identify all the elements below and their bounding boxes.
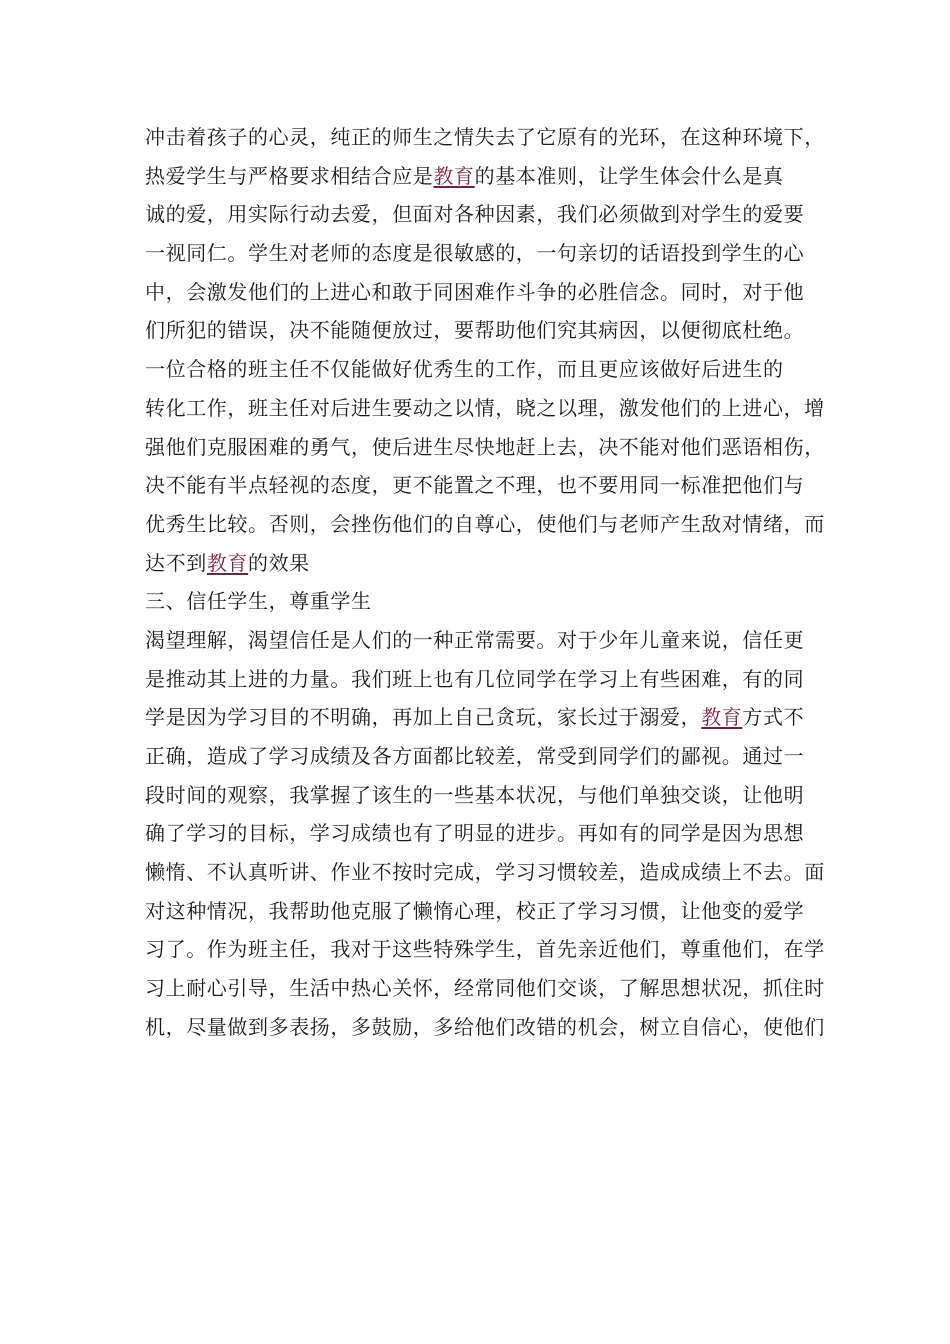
text-run: 对这种情况，我帮助他克服了懒惰心理，校正了学习习惯，让他变的爱学	[145, 898, 805, 923]
text-run: 学是因为学习目的不明确，再加上自己贪玩，家长过于溺爱，	[145, 705, 702, 730]
text-run: 是推动其上进的力量。我们班上也有几位同学在学习上有些困难，有的同	[145, 666, 805, 691]
hyperlink-jiaoyu[interactable]: 教育	[433, 163, 475, 188]
hyperlink-jiaoyu[interactable]: 教育	[701, 705, 743, 730]
paragraph-line	[145, 118, 865, 157]
text-run: 习上耐心引导，生活中热心关怀，经常同他们交谈，了解思想状况，抓住时	[145, 976, 825, 1001]
paragraph-line	[145, 930, 865, 969]
text-run: 一视同仁。学生对老师的态度是很敏感的，一句亲切的话语投到学生的心	[145, 241, 805, 266]
paragraph-line	[145, 195, 865, 234]
paragraph-line	[145, 544, 865, 583]
text-run: 正确，造成了学习成绩及各方面都比较差，常受到同学们的鄙视。通过一	[145, 744, 805, 768]
paragraph-line	[145, 969, 865, 1008]
paragraph-line	[145, 273, 865, 312]
text-run: 转化工作，班主任对后进生要动之以情，晓之以理，激发他们的上进心，增	[145, 395, 825, 420]
paragraph-line	[145, 428, 865, 467]
text-run: 冲击着孩子的心灵，纯正的师生之情失去了它原有的光环，在这种环境下，	[145, 125, 825, 149]
text-run: 确了学习的目标，学习成绩也有了明显的进步。再如有的同学是因为思想	[145, 821, 805, 846]
paragraph-line	[145, 660, 865, 699]
text-run: 们所犯的错误，决不能随便放过，要帮助他们究其病因，以便彻底杜绝。	[145, 318, 805, 343]
text-run: 段时间的观察，我掌握了该生的一些基本状况，与他们单独交谈，让他明	[145, 782, 805, 807]
text-run: 一位合格的班主任不仅能做好优秀生的工作，而且更应该做好后进生的	[145, 357, 784, 382]
text-run: 方式不	[742, 705, 805, 730]
paragraph-line	[145, 698, 865, 737]
text-run: 达不到	[145, 550, 207, 575]
paragraph-line	[145, 1008, 865, 1047]
text-run: 的效果	[248, 550, 310, 575]
text-run: 热爱学生与严格要求相结合应是	[145, 163, 434, 188]
paragraph-line	[145, 389, 865, 428]
section-heading	[145, 582, 865, 621]
text-run: 的基本准则，让学生体会什么是真	[474, 163, 784, 188]
text-run: 决不能有半点轻视的态度，更不能置之不理，也不要用同一标准把他们与	[145, 473, 805, 498]
paragraph-line	[145, 157, 865, 196]
text-run: 中，会激发他们的上进心和敢于同困难作斗争的必胜信念。同时，对于他	[145, 279, 805, 304]
paragraph-line	[145, 350, 865, 389]
paragraph-line	[145, 466, 865, 505]
text-run: 懒惰、不认真听讲、作业不按时完成，学习习惯较差，造成成绩上不去。面	[145, 860, 825, 885]
text-run: 优秀生比较。否则，会挫伤他们的自尊心，使他们与老师产生敌对情绪，而	[145, 511, 825, 536]
text-run: 三、信任学生，尊重学生	[145, 589, 372, 614]
text-run: 机，尽量做到多表扬，多鼓励，多给他们改错的机会，树立自信心，使他们	[145, 1014, 825, 1039]
paragraph-line	[145, 234, 865, 273]
paragraph-line	[145, 311, 865, 350]
text-run: 强他们克服困难的勇气，使后进生尽快地赶上去，决不能对他们恶语相伤，	[145, 434, 825, 459]
paragraph-line	[145, 737, 865, 776]
paragraph-line	[145, 892, 865, 931]
paragraph-line	[145, 814, 865, 853]
paragraph-line	[145, 505, 865, 544]
text-run: 渴望理解，渴望信任是人们的一种正常需要。对于少年儿童来说，信任更	[145, 627, 805, 652]
text-run: 诚的爱，用实际行动去爱，但面对各种因素，我们必须做到对学生的爱要	[145, 202, 805, 227]
paragraph-line	[145, 853, 865, 892]
paragraph-line	[145, 621, 865, 660]
paragraph-line	[145, 776, 865, 815]
text-run: 习了。作为班主任，我对于这些特殊学生，首先亲近他们，尊重他们，在学	[145, 937, 825, 962]
hyperlink-jiaoyu[interactable]: 教育	[206, 550, 249, 575]
body-text	[145, 118, 865, 1047]
